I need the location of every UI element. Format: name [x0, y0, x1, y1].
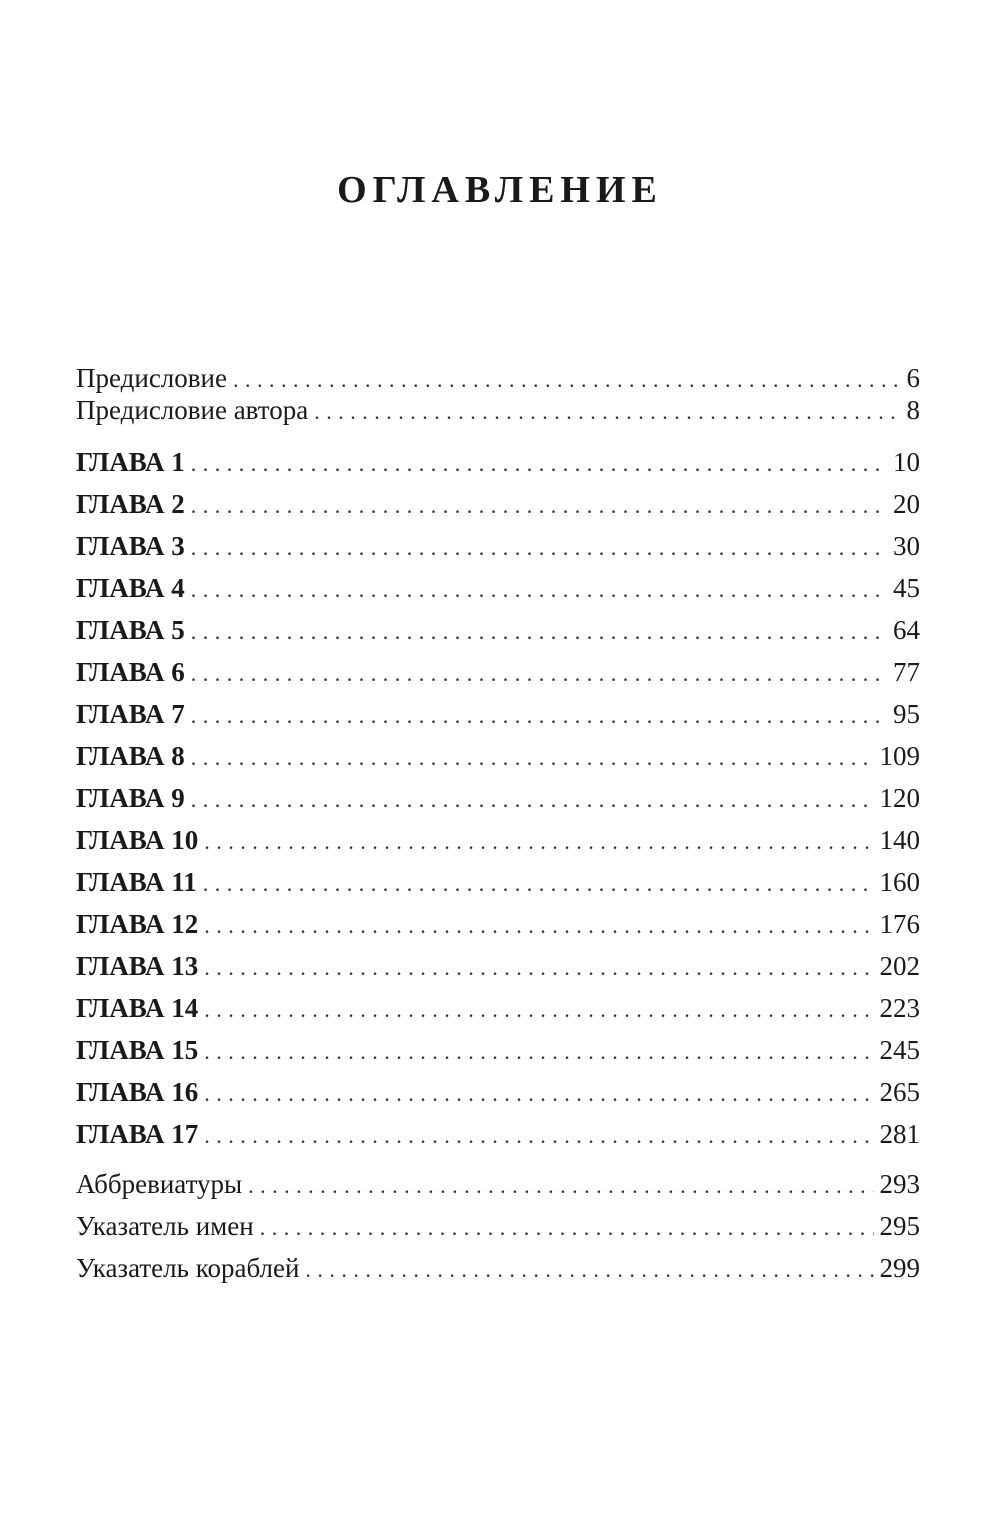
- toc-entry-chapter[interactable]: [76, 1118, 920, 1160]
- toc-entry-label: ГЛАВА 1: [76, 447, 185, 477]
- dot-leader: [191, 784, 874, 816]
- dot-leader: [191, 658, 887, 690]
- toc-entry-chapter[interactable]: [76, 992, 920, 1034]
- toc-entry-abbreviations[interactable]: [76, 1168, 920, 1210]
- dot-leader: [204, 994, 873, 1026]
- toc-entry-page: 265: [879, 1077, 920, 1107]
- toc-entry-page: 120: [879, 783, 920, 813]
- toc-entry-chapter[interactable]: [76, 908, 920, 950]
- toc-entry-page: 45: [893, 573, 920, 603]
- toc-entry-label: ГЛАВА 14: [76, 993, 199, 1023]
- toc-entry-label: ГЛАВА 17: [76, 1119, 199, 1149]
- dot-leader: [204, 952, 873, 984]
- dot-leader: [191, 574, 887, 606]
- toc-entry-label: ГЛАВА 5: [76, 615, 185, 645]
- toc-entry-chapter[interactable]: [76, 656, 920, 698]
- toc-entry-name-index[interactable]: [76, 1210, 920, 1252]
- toc-entry-page: 176: [879, 909, 920, 939]
- toc-entry-label: ГЛАВА 10: [76, 825, 199, 855]
- toc-entry-chapter[interactable]: [76, 614, 920, 656]
- toc-entry-label: Предисловие автора: [76, 395, 309, 425]
- toc-entry-page: 109: [879, 741, 920, 771]
- toc-entry-label: Указатель имен: [76, 1211, 254, 1241]
- toc-entry-label: Аббревиатуры: [76, 1169, 243, 1199]
- toc-back-matter: [76, 1168, 920, 1294]
- dot-leader: [191, 532, 887, 564]
- toc-entry-page: 223: [879, 993, 920, 1023]
- dot-leader: [305, 1254, 873, 1286]
- toc-entry-chapter[interactable]: [76, 1076, 920, 1118]
- toc-entry-chapter[interactable]: [76, 446, 920, 488]
- toc-entry-page: 95: [893, 699, 920, 729]
- toc-entry-label: ГЛАВА 13: [76, 951, 199, 981]
- toc-front-matter: [76, 362, 920, 426]
- toc-entry-label: ГЛАВА 4: [76, 573, 185, 603]
- toc-entry-label: ГЛАВА 3: [76, 531, 185, 561]
- dot-leader: [204, 910, 873, 942]
- dot-leader: [204, 1078, 873, 1110]
- dot-leader: [260, 1212, 874, 1244]
- toc-entry-chapter[interactable]: [76, 530, 920, 572]
- toc-entry-chapter[interactable]: [76, 698, 920, 740]
- toc-entry-author-preface[interactable]: [76, 394, 920, 426]
- toc-entry-page: 202: [879, 951, 920, 981]
- toc-entry-label: ГЛАВА 2: [76, 489, 185, 519]
- toc-entry-chapter[interactable]: [76, 488, 920, 530]
- toc-entry-page: 160: [879, 867, 920, 897]
- toc-entry-page: 6: [906, 363, 920, 393]
- toc-entry-page: 8: [906, 395, 920, 425]
- toc-entry-label: ГЛАВА 11: [76, 867, 197, 897]
- toc-entry-chapter[interactable]: [76, 782, 920, 824]
- toc-entry-chapter[interactable]: [76, 1034, 920, 1076]
- toc-entry-chapter[interactable]: [76, 866, 920, 908]
- dot-leader: [204, 826, 873, 858]
- toc-entry-label: ГЛАВА 6: [76, 657, 185, 687]
- dot-leader: [191, 616, 887, 648]
- toc-entry-page: 295: [879, 1211, 920, 1241]
- dot-leader: [233, 364, 901, 396]
- toc-entry-page: 281: [879, 1119, 920, 1149]
- toc-entry-page: 245: [879, 1035, 920, 1065]
- toc-entry-page: 20: [893, 489, 920, 519]
- toc-entry-label: ГЛАВА 9: [76, 783, 185, 813]
- toc-entry-label: ГЛАВА 7: [76, 699, 185, 729]
- page-title: ОГЛАВЛЕНИЕ: [337, 169, 663, 211]
- dot-leader: [203, 868, 874, 900]
- dot-leader: [204, 1120, 873, 1152]
- dot-leader: [314, 396, 900, 428]
- dot-leader: [248, 1170, 873, 1202]
- toc-entry-page: 77: [893, 657, 920, 687]
- toc-entry-chapter[interactable]: [76, 824, 920, 866]
- toc-entry-page: 140: [879, 825, 920, 855]
- dot-leader: [204, 1036, 873, 1068]
- toc-entry-chapter[interactable]: [76, 572, 920, 614]
- dot-leader: [191, 700, 887, 732]
- toc-entry-page: 293: [879, 1169, 920, 1199]
- toc-entry-chapter[interactable]: [76, 740, 920, 782]
- toc-entry-label: Указатель кораблей: [76, 1253, 300, 1283]
- toc-entry-label: ГЛАВА 12: [76, 909, 199, 939]
- toc-entry-label: ГЛАВА 15: [76, 1035, 199, 1065]
- dot-leader: [191, 490, 887, 522]
- dot-leader: [191, 742, 874, 774]
- toc-entry-ship-index[interactable]: [76, 1252, 920, 1294]
- toc-chapters: [76, 446, 920, 1160]
- toc-entry-chapter[interactable]: [76, 950, 920, 992]
- toc-entry-label: ГЛАВА 16: [76, 1077, 199, 1107]
- dot-leader: [191, 448, 887, 480]
- toc-entry-label: ГЛАВА 8: [76, 741, 185, 771]
- toc-entry-page: 10: [893, 447, 920, 477]
- toc-entry-label: Предисловие: [76, 363, 227, 393]
- toc-entry-page: 30: [893, 531, 920, 561]
- toc-entry-page: 64: [893, 615, 920, 645]
- toc-entry-page: 299: [879, 1253, 920, 1283]
- toc-entry-preface[interactable]: [76, 362, 920, 394]
